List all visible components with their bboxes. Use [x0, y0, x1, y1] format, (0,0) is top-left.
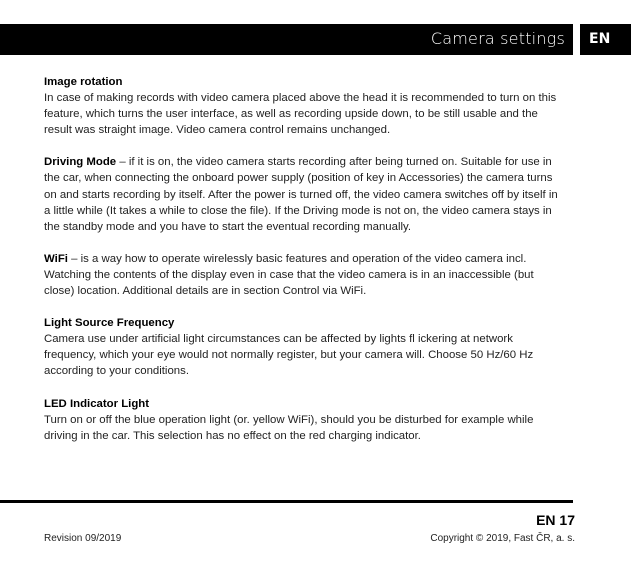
page-number: EN 17	[536, 512, 575, 528]
section-led-indicator-light	[44, 396, 564, 444]
section-paragraph	[44, 154, 564, 234]
section-heading: Light Source Frequency	[44, 317, 175, 330]
section-text: In case of making records with video camera placed above the head it is recommended to turn on this feature, which turns the user interface, as well as recording upside down, to be still usable and the result was straight image. Video camera control remains unchanged.	[44, 92, 557, 137]
section-text: Camera use under artificial light circumstances can be affected by lights fl ickering at network frequency, which your eye would not normally register, but your camera will. Choose 50 Hz/60 Hz according to your conditions.	[44, 333, 534, 378]
footer-divider	[0, 500, 573, 503]
section-heading: WiFi	[44, 252, 68, 265]
page-title: Camera settings	[430, 29, 565, 48]
section-heading: Driving Mode	[44, 156, 117, 169]
section-paragraph	[44, 251, 564, 299]
copyright-notice: Copyright © 2019, Fast ČR, a. s.	[430, 533, 575, 544]
language-badge: EN	[580, 24, 631, 55]
section-heading: Image rotation	[44, 76, 123, 88]
section-image-rotation	[44, 74, 564, 138]
section-wifi	[44, 251, 564, 299]
revision-label: Revision 09/2019	[44, 533, 122, 544]
section-text: – is a way how to operate wirelessly basic features and operation of the video camera incl. Watching the contents of the display even in case that the video camera is in an inaccessible (but close) location. Additional details are in section Control via WiFi.	[44, 252, 534, 298]
header-bar	[0, 24, 573, 55]
content-body	[44, 74, 564, 460]
section-text: Turn on or off the blue operation light (or. yellow WiFi), should you be disturbed for example while driving in the car. This selection has no effect on the red charging indicator.	[44, 413, 534, 442]
section-heading: LED Indicator Light	[44, 397, 150, 410]
section-light-source-frequency	[44, 315, 564, 379]
section-text: – if it is on, the video camera starts recording after being turned on. Suitable for use in the car, when connecting the onboard power supply (position of key in Accessories) the camera turns on and starts recording by itself. After the power is turned off, the video camera switches off by itself in a little while (It takes a while to close the file). If the Driving mode is not on, the video camera stays in the standby mode and you have to start the eventual recording manually.	[44, 156, 558, 233]
section-driving-mode	[44, 154, 564, 234]
